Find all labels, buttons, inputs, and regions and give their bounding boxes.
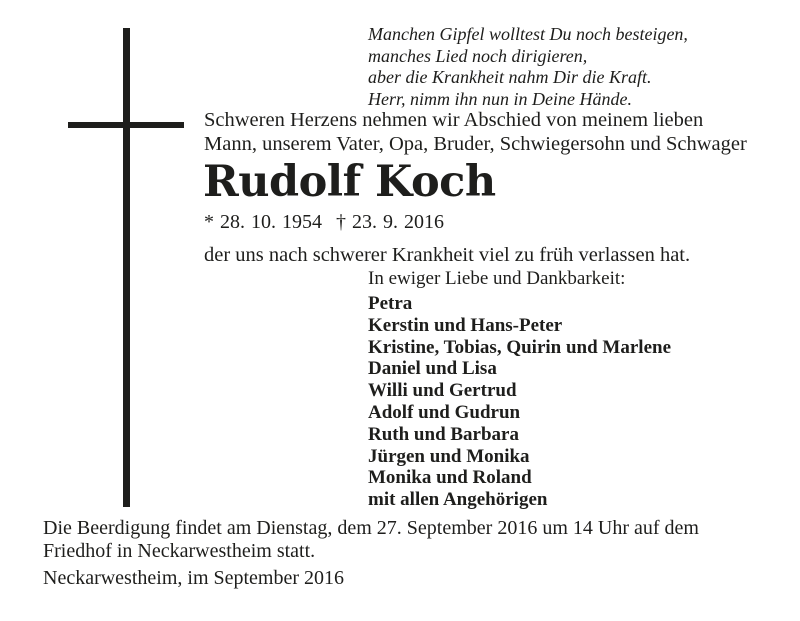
- funeral-info: [43, 517, 699, 563]
- poem-line: manches Lied noch dirigieren,: [368, 45, 588, 66]
- deceased-name: Rudolf Koch: [203, 157, 496, 207]
- gratitude-heading: In ewiger Liebe und Dankbarkeit:: [368, 268, 626, 289]
- poem-line: Herr, nimm ihn nun in Deine Hände.: [368, 88, 632, 109]
- mourner-entry: Jürgen und Monika: [368, 445, 530, 467]
- mourner-entry: Kerstin und Hans-Peter: [368, 314, 563, 336]
- memorial-poem: [368, 24, 688, 110]
- mourner-entry: Daniel und Lisa: [368, 358, 497, 380]
- intro-line: Schweren Herzens nehmen wir Abschied von meinem lieben: [204, 109, 704, 131]
- mourner-entry: Monika und Roland: [368, 467, 532, 489]
- mourner-entry: Kristine, Tobias, Quirin und Marlene: [368, 336, 671, 358]
- cross-vertical-bar: [123, 28, 130, 507]
- mourner-entry: Willi und Gertrud: [368, 380, 517, 402]
- life-dates: [204, 210, 444, 234]
- death-date: † 23. 9. 2016: [336, 211, 444, 233]
- intro-line: Mann, unserem Vater, Opa, Bruder, Schwiegersohn und Schwager: [204, 133, 747, 155]
- funeral-line: Die Beerdigung findet am Dienstag, dem 27. September 2016 um 14 Uhr auf dem: [43, 517, 699, 539]
- mourners-list: [368, 293, 671, 511]
- mourner-entry: mit allen Angehörigen: [368, 489, 548, 511]
- birth-date: * 28. 10. 1954: [204, 211, 322, 233]
- poem-line: aber die Krankheit nahm Dir die Kraft.: [368, 67, 652, 87]
- mourner-entry: Ruth und Barbara: [368, 423, 519, 445]
- place-and-date: Neckarwestheim, im September 2016: [43, 567, 345, 589]
- farewell-text: der uns nach schwerer Krankheit viel zu früh verlassen hat.: [204, 244, 691, 266]
- funeral-line: Friedhof in Neckarwestheim statt.: [43, 540, 316, 562]
- mourner-entry: Adolf und Gudrun: [368, 401, 521, 423]
- poem-line: Manchen Gipfel wolltest Du noch besteigen,: [368, 24, 688, 44]
- cross-horizontal-bar: [68, 122, 184, 128]
- mourner-entry: Petra: [368, 293, 413, 314]
- intro-text: [204, 108, 747, 156]
